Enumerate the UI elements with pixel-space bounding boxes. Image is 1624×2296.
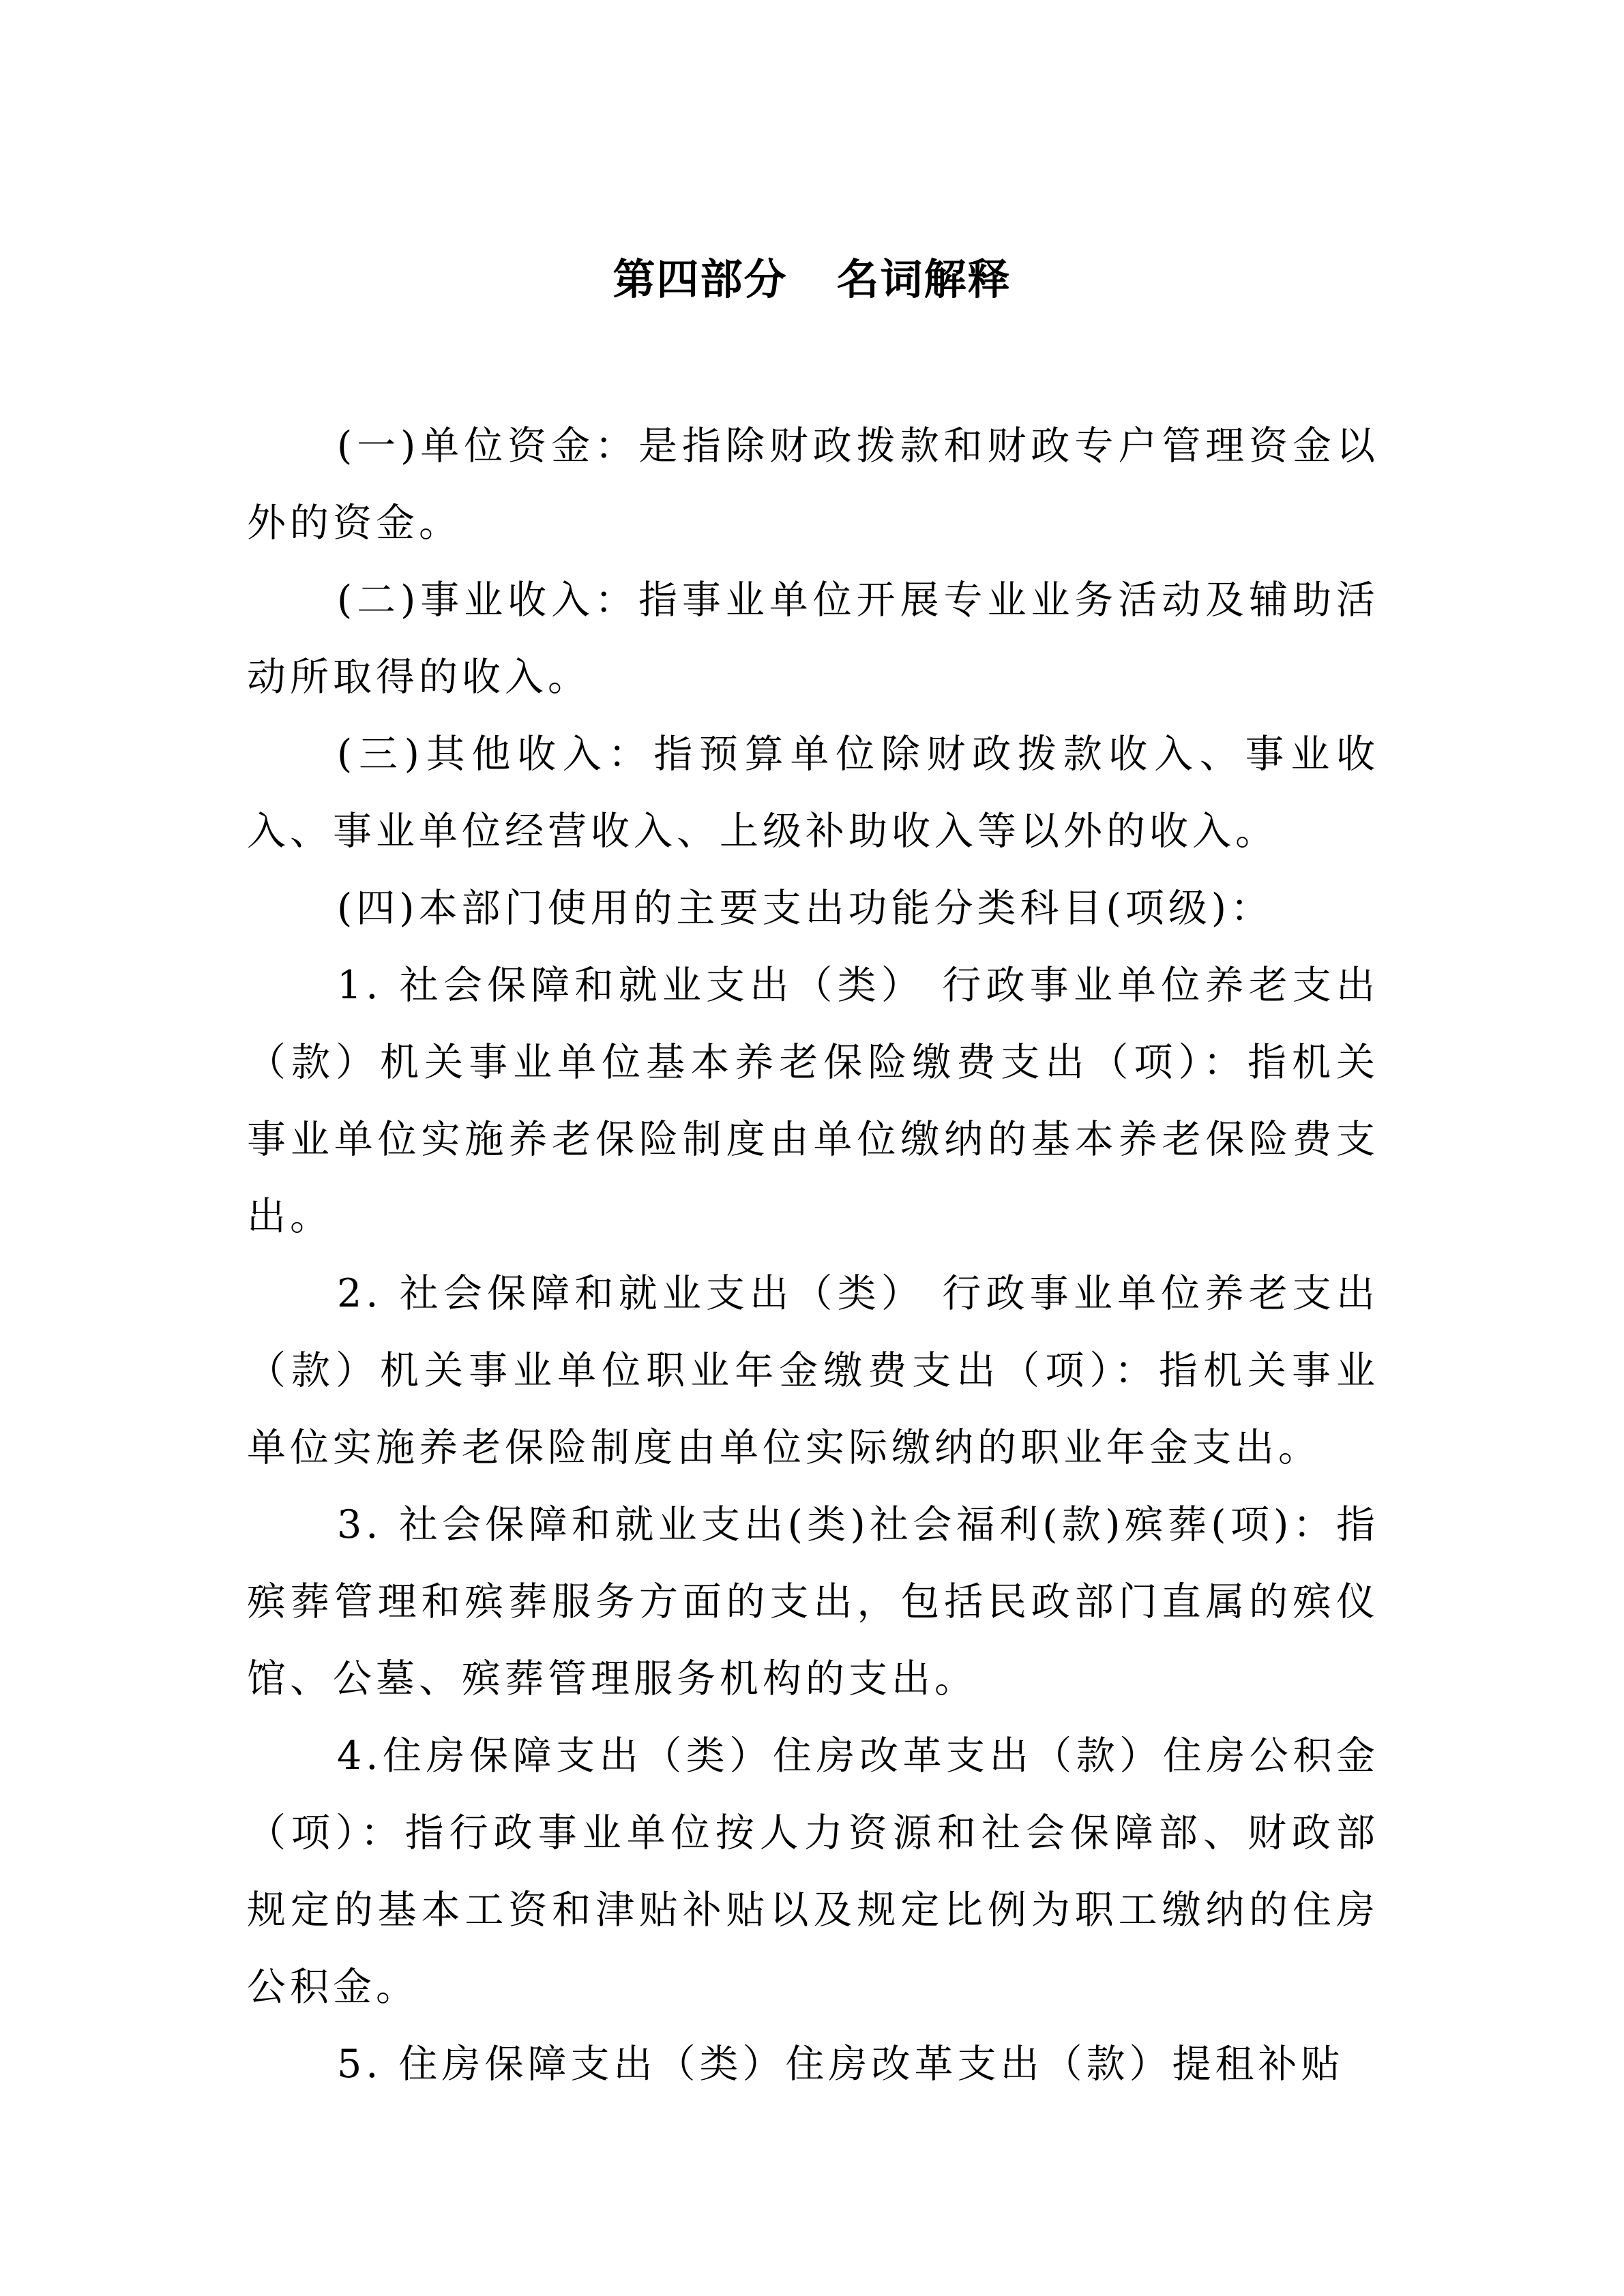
paragraph-item-4: 4.住房保障支出（类）住房改革支出（款）住房公积金（项）：指行政事业单位按人力资源和社会保障部、财政部规定的基本工资和津贴补贴以及规定比例为职工缴纳的住房公积金。: [247, 1733, 1379, 2010]
page-title: [0, 249, 1624, 310]
paragraph-expenditure-heading: (四)本部门使用的主要支出功能分类科目(项级)：: [337, 886, 1273, 931]
paragraph-business-income: (二)事业收入：指事业单位开展专业业务活动及辅助活动所取得的收入。: [247, 578, 1379, 700]
paragraph-item-5: 5. 住房保障支出（类）住房改革支出（款）提租补贴: [337, 2042, 1344, 2087]
title-name: 名词解释: [836, 254, 1012, 304]
paragraph-item-1: 1. 社会保障和就业支出（类） 行政事业单位养老支出（款）机关事业单位基本养老保险缴费支出（项）：指机关事业单位实施养老保险制度由单位缴纳的基本养老保险费支出。: [247, 963, 1379, 1239]
title-part: 第四部分: [612, 254, 788, 304]
paragraph-item-2: 2. 社会保障和就业支出（类） 行政事业单位养老支出（款）机关事业单位职业年金缴费支出（项）：指机关事业单位实施养老保险制度由单位实际缴纳的职业年金支出。: [247, 1271, 1379, 1470]
paragraph-other-income: (三)其他收入：指预算单位除财政拨款收入、事业收入、事业单位经营收入、上级补助收入等以外的收入。: [247, 732, 1379, 854]
paragraph-item-3: 3. 社会保障和就业支出(类)社会福利(款)殡葬(项)：指殡葬管理和殡葬服务方面的支出，包括民政部门直属的殡仪馆、公墓、殡葬管理服务机构的支出。: [247, 1502, 1379, 1701]
paragraph-unit-funds: (一)单位资金：是指除财政拨款和财政专户管理资金以外的资金。: [247, 423, 1379, 546]
document-body: [247, 408, 1379, 2103]
